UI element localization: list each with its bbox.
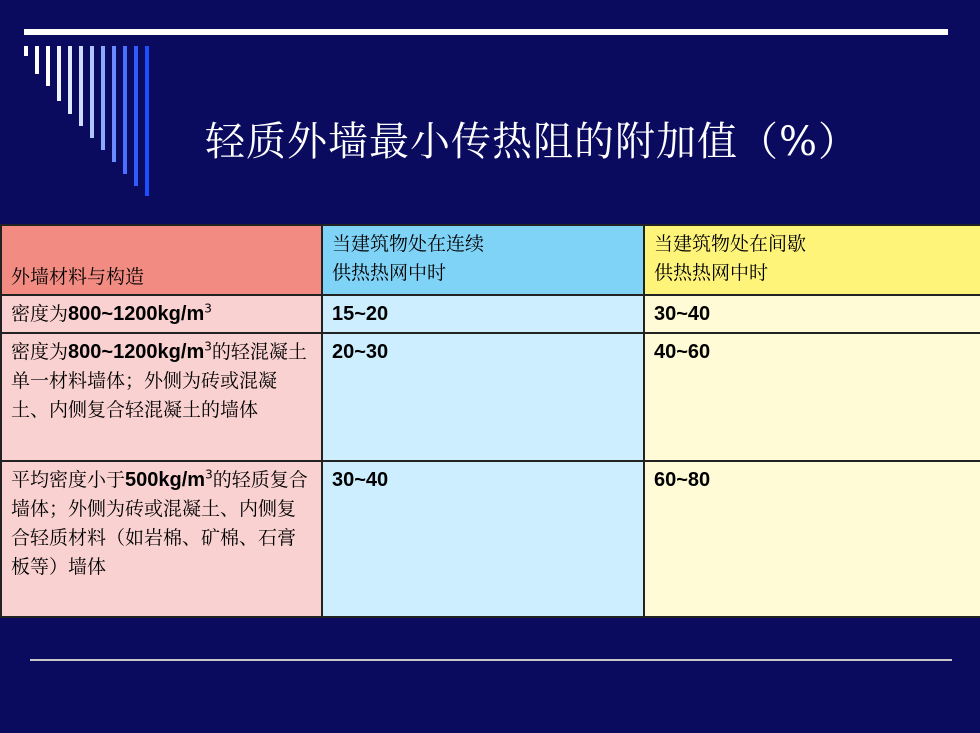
material-suffix: 的轻混凝土单一材料墙体；外侧为砖或混凝土、内侧复合轻混凝土的墙体 xyxy=(11,341,307,421)
intermittent-value: 60~80 xyxy=(644,461,980,617)
material-unit-exponent: 3 xyxy=(204,301,212,316)
decorative-bars xyxy=(24,46,164,196)
decorative-bar xyxy=(24,46,28,56)
material-cell xyxy=(1,295,322,333)
decorative-bar xyxy=(134,46,138,186)
material-prefix: 密度为 xyxy=(11,303,69,325)
material-density: 500kg/m xyxy=(125,469,206,491)
material-unit-exponent: 3 xyxy=(205,467,213,482)
continuous-value: 15~20 xyxy=(322,295,644,333)
decorative-bar xyxy=(79,46,83,126)
table-row xyxy=(1,295,980,333)
material-prefix: 平均密度小于 xyxy=(11,469,126,491)
decorative-bar xyxy=(101,46,105,150)
decorative-bar xyxy=(123,46,127,174)
decorative-bar xyxy=(145,46,149,196)
header-intermittent-line2: 供热热网中时 xyxy=(654,262,769,284)
header-intermittent-line1: 当建筑物处在间歇 xyxy=(654,233,807,255)
decorative-bar xyxy=(35,46,39,74)
continuous-value: 30~40 xyxy=(322,461,644,617)
table-row xyxy=(1,333,980,461)
bottom-divider-line xyxy=(30,659,952,661)
decorative-bar xyxy=(57,46,61,101)
material-cell xyxy=(1,333,322,461)
data-table xyxy=(0,224,980,618)
continuous-value: 20~30 xyxy=(322,333,644,461)
decorative-bar xyxy=(68,46,72,114)
material-density: 800~1200kg/m xyxy=(68,303,205,325)
material-prefix: 密度为 xyxy=(11,341,69,363)
intermittent-value: 40~60 xyxy=(644,333,980,461)
header-material xyxy=(1,225,322,295)
table-row xyxy=(1,461,980,617)
header-continuous xyxy=(322,225,644,295)
header-material-label: 外墙材料与构造 xyxy=(11,266,145,288)
material-suffix: 的轻质复合墙体；外侧为砖或混凝土、内侧复合轻质材料（如岩棉、矿棉、石膏板等）墙体 xyxy=(11,469,308,578)
intermittent-value: 30~40 xyxy=(644,295,980,333)
material-density: 800~1200kg/m xyxy=(68,341,205,363)
header-continuous-line2: 供热热网中时 xyxy=(332,262,447,284)
slide-title: 轻质外墙最小传热阻的附加值（%） xyxy=(205,119,860,165)
decorative-bar xyxy=(90,46,94,138)
decorative-bar xyxy=(112,46,116,162)
header-continuous-line1: 当建筑物处在连续 xyxy=(332,233,485,255)
decorative-bar xyxy=(46,46,50,86)
material-cell xyxy=(1,461,322,617)
material-unit-exponent: 3 xyxy=(204,339,212,354)
table-header-row xyxy=(1,225,980,295)
top-divider-line xyxy=(24,29,948,35)
header-intermittent xyxy=(644,225,980,295)
